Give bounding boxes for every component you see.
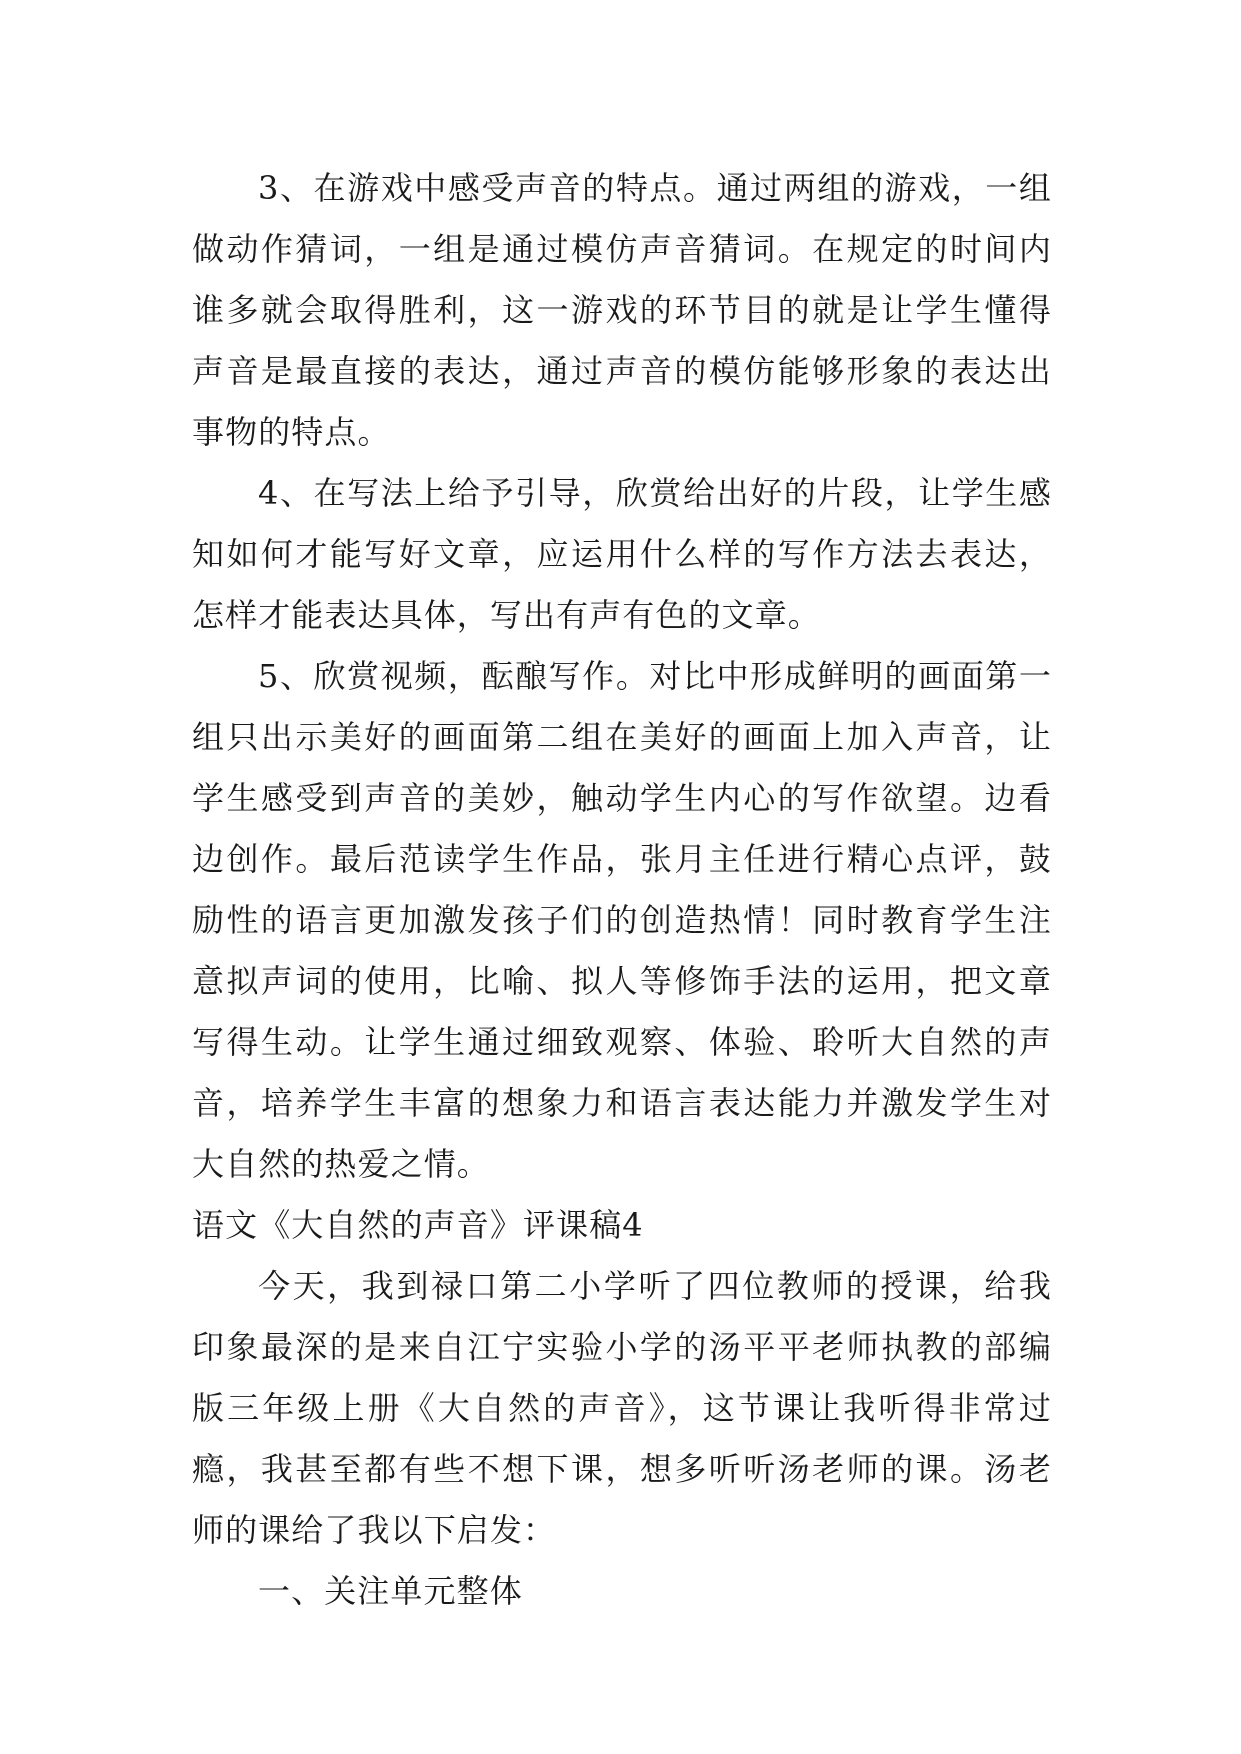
paragraph-game-sound: 3、在游戏中感受声音的特点。通过两组的游戏，一组做动作猜词，一组是通过模仿声音猜词。在规定的时间内谁多就会取得胜利，这一游戏的环节目的就是让学生懂得声音是最直接的表达，通过声音的模仿能够形象的表达出事物的特点。 bbox=[192, 169, 1052, 451]
paragraph-writing-guidance: 4、在写法上给予引导，欣赏给出好的片段，让学生感知如何才能写好文章，应运用什么样的写作方法去表达，怎样才能表达具体，写出有声有色的文章。 bbox=[192, 474, 1052, 634]
document-body bbox=[192, 158, 1052, 1622]
paragraph-intro: 今天，我到禄口第二小学听了四位教师的授课，给我印象最深的是来自江宁实验小学的汤平平老师执教的部编版三年级上册《大自然的声音》，这节课让我听得非常过瘾，我甚至都有些不想下课，想多听听汤老师的课。汤老师的课给了我以下启发： bbox=[192, 1267, 1052, 1549]
paragraph-subheading: 一、关注单元整体 bbox=[258, 1572, 523, 1610]
paragraph-video-writing: 5、欣赏视频，酝酿写作。对比中形成鲜明的画面第一组只出示美好的画面第二组在美好的画面上加入声音，让学生感受到声音的美妙，触动学生内心的写作欲望。边看边创作。最后范读学生作品，张月主任进行精心点评，鼓励性的语言更加激发孩子们的创造热情！同时教育学生注意拟声词的使用，比喻、拟人等修饰手法的运用，把文章写得生动。让学生通过细致观察、体验、聆听大自然的声音，培养学生丰富的想象力和语言表达能力并激发学生对大自然的热爱之情。 bbox=[192, 657, 1052, 1183]
section-title: 语文《大自然的声音》评课稿4 bbox=[192, 1206, 644, 1244]
